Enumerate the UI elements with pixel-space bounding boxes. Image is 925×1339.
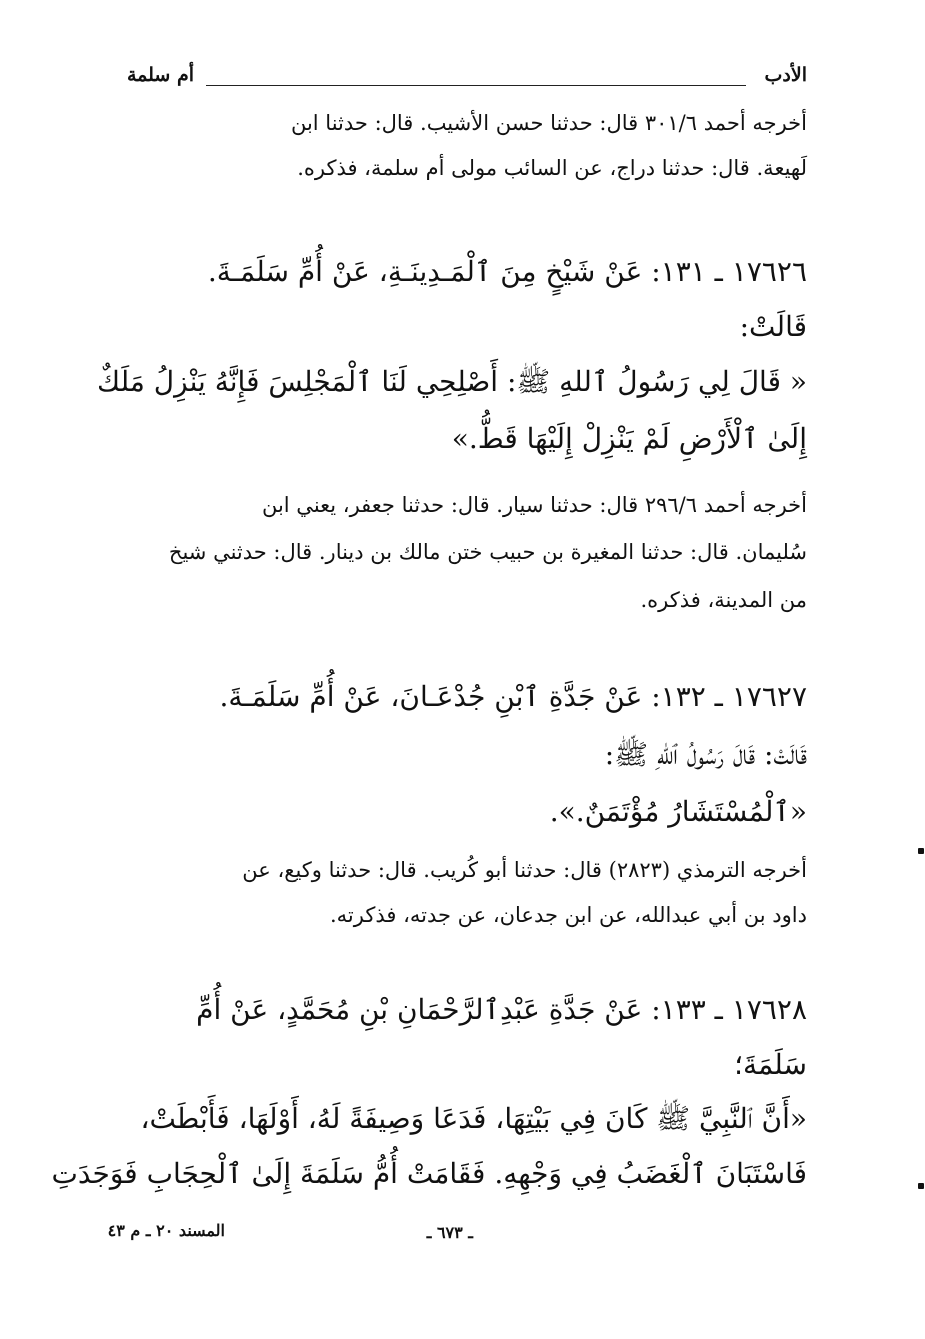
- header-narrator-name: أم سلمة: [126, 64, 194, 86]
- reference-line: لَهيعة. قال: حدثنا دراج، عن السائب مولى أم سلمة، فذكره.: [297, 156, 807, 180]
- scan-mark: [918, 848, 924, 854]
- reference-line: أخرجه أحمد ٣٠١/٦ قال: حدثنا حسن الأشيب. قال: حدثنا ابن: [290, 111, 807, 135]
- hadith-text: « قَالَ لِي رَسُولُ ٱللهِ ﷺ: أَصْلِحِي لَنَا ٱلْمَجْلِسَ فَإِنَّهُ يَنْزِلُ مَلَكٌ: [97, 365, 807, 398]
- hadith-text: «ٱلْمُسْتَشَارُ مُؤْتَمَنٌ.».: [549, 795, 807, 828]
- hadith-text: إِلَىٰ ٱلْأَرْضِ لَمْ يَنْزِلْ إِلَيْهَا قَطُّ.»: [451, 422, 807, 455]
- hadith-heading: قَالَتْ:: [739, 310, 807, 343]
- hadith-heading: ١٧٦٢٦ ـ ١٣١: عَنْ شَيْخٍ مِنَ ٱلْمَـدِينَـةِ، عَنْ أُمِّ سَلَمَـةَ.: [207, 255, 807, 288]
- reference-line: سُليمان. قال: حدثنا المغيرة بن حبيب ختن مالك بن دينار. قال: حدثني شيخ: [168, 540, 807, 564]
- reference-line: من المدينة، فذكره.: [640, 588, 807, 612]
- hadith-heading: ١٧٦٢٨ ـ ١٣٣: عَنْ جَدَّةِ عَبْدِٱلرَّحْمَانِ بْنِ مُحَمَّدٍ، عَنْ أُمِّ: [196, 993, 807, 1026]
- volume-signature: المسند ٢٠ ـ م ٤٣: [107, 1221, 225, 1240]
- page-number: ـ ٦٧٣ ـ: [426, 1223, 473, 1242]
- hadith-text: فَاسْتَبَانَ ٱلْغَضَبُ فِي وَجْهِهِ. فَقَامَتْ أُمُّ سَلَمَةَ إِلَىٰ ٱلْحِجَابِ فَوَجَدَتِ: [51, 1157, 807, 1190]
- reference-line: أخرجه أحمد ٢٩٦/٦ قال: حدثنا سيار. قال: حدثنا جعفر، يعني ابن: [261, 493, 807, 517]
- hadith-heading: سَلَمَةَ؛: [734, 1048, 807, 1081]
- header-section-title: الأدب: [764, 64, 807, 86]
- scan-mark: [918, 1183, 924, 1189]
- reference-line: داود بن أبي عبدالله، عن ابن جدعان، عن جدته، فذكرته.: [329, 903, 807, 927]
- reference-line: أخرجه الترمذي (٢٨٢٣) قال: حدثنا أبو كُريب. قال: حدثنا وكيع، عن: [242, 858, 807, 882]
- hadith-heading: ١٧٦٢٧ ـ ١٣٢: عَنْ جَدَّةِ ٱبْنِ جُدْعَـانَ، عَنْ أُمِّ سَلَمَـةَ.: [219, 680, 807, 713]
- header-rule: [206, 85, 746, 86]
- hadith-heading: قَالَتْ: قَالَ رَسُولُ ٱللهِ ﷺ:: [604, 738, 807, 771]
- hadith-text: «أَنَّ ٱلنَّبِيَّ ﷺ كَانَ فِي بَيْتِهَا، فَدَعَا وَصِيفَةً لَهُ، أَوْلَهَا، فَأَبْطَتْ،: [140, 1102, 807, 1135]
